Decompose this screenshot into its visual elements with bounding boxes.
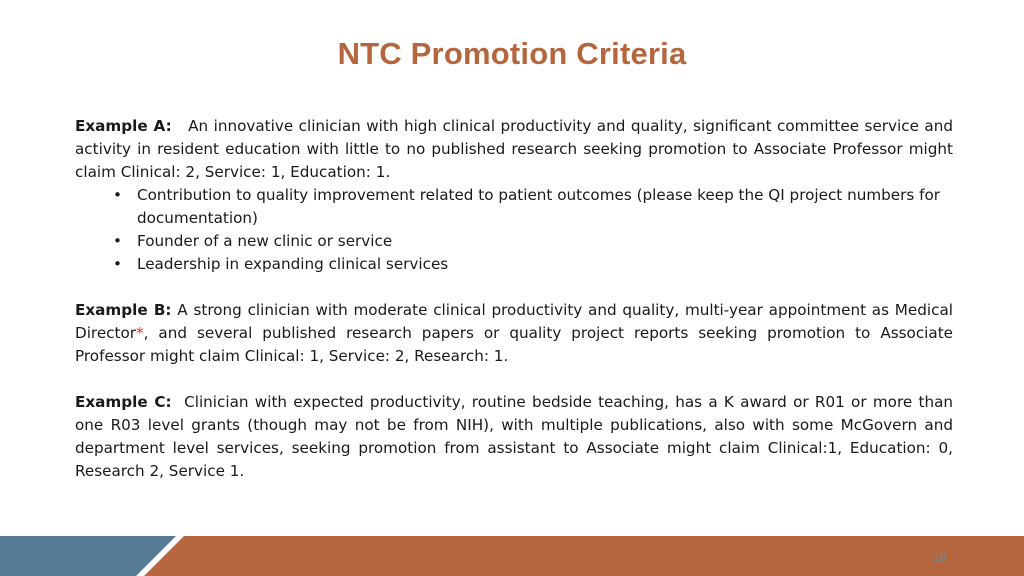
bullet-text: Founder of a new clinic or service: [137, 232, 393, 250]
list-item: [113, 253, 953, 276]
bullet-icon: •: [113, 232, 122, 250]
example-b-text: A strong clinician with moderate clinical productivity and quality, multi-year appointment as Medical Director: [75, 301, 953, 342]
slide-title: NTC Promotion Criteria: [337, 36, 687, 71]
example-c-label: Example C:: [75, 393, 172, 411]
example-b-text-cont: , and several published research papers or quality project reports seeking promotion to Associate Professor might claim Clinical: 1, Service: 2, Research: 1.: [75, 324, 953, 365]
bullet-icon: •: [113, 186, 122, 204]
bullet-icon: •: [113, 255, 122, 273]
footer-band: [0, 536, 1024, 576]
example-c-paragraph: [75, 391, 953, 483]
example-b-label: Example B:: [75, 301, 172, 319]
list-item: [113, 230, 953, 253]
page-number: 16: [933, 552, 946, 564]
spacer: [75, 276, 953, 299]
example-c-text: Clinician with expected productivity, routine bedside teaching, has a K award or R01 or more than one R03 level grants (though may not be from NIH), with multiple publications, also with some McGovern and department level services, seeking promotion from assistant to Associate might claim Clinical:1, Education: 0, Research 2, Service 1.: [75, 393, 953, 480]
asterisk-mark: *: [136, 324, 144, 342]
example-a-text: An innovative clinician with high clinical productivity and quality, significant committee service and activity in resident education with little to no published research seeking promotion to Associate Professor might claim Clinical: 2, Service: 1, Education: 1.: [75, 117, 953, 181]
example-a-bullet-list: [75, 184, 953, 276]
example-b-paragraph: [75, 299, 953, 368]
list-item: [113, 184, 953, 230]
example-a-paragraph: [75, 115, 953, 184]
bullet-text: Leadership in expanding clinical services: [137, 255, 449, 273]
footer-graphic: [0, 536, 1024, 576]
slide-body: [75, 115, 953, 483]
bullet-text: Contribution to quality improvement related to patient outcomes (please keep the QI project numbers for documentation): [137, 186, 940, 227]
example-a-label: Example A:: [75, 117, 172, 135]
spacer: [75, 368, 953, 391]
